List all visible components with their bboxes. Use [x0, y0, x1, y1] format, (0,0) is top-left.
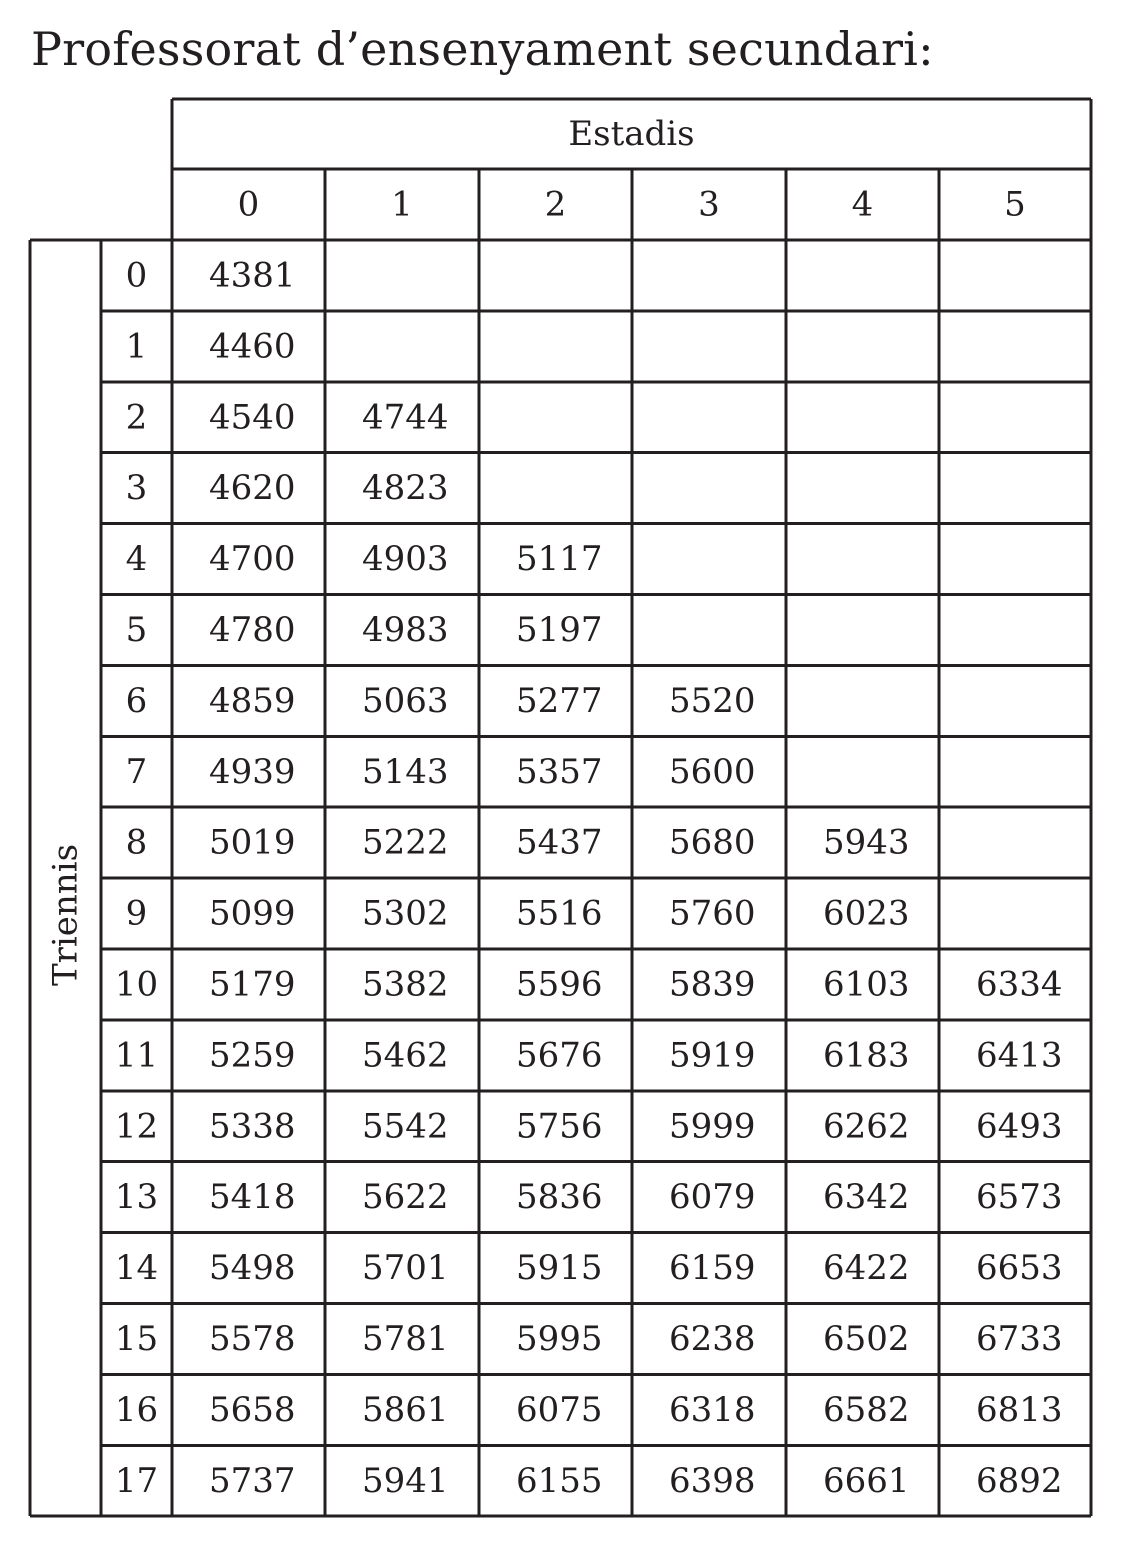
table-cell: 4540	[209, 397, 296, 438]
table-cell: 5915	[516, 1248, 603, 1289]
table-cell: 5701	[362, 1248, 449, 1289]
table-cell: 5437	[516, 822, 603, 863]
table-cell: 5099	[209, 893, 296, 934]
table-cell: 5520	[669, 680, 756, 721]
table-cell: 5919	[669, 1035, 756, 1076]
table-cell: 6155	[516, 1460, 603, 1501]
page-title: Professorat d’ensenyament secundari:	[31, 22, 934, 76]
column-header: 3	[698, 184, 720, 225]
row-header: 10	[114, 964, 159, 1005]
table-cell: 5542	[362, 1106, 449, 1147]
table-cell: 5756	[516, 1106, 603, 1147]
table-cell: 6813	[976, 1389, 1063, 1430]
table-cell: 5943	[823, 822, 910, 863]
row-header: 9	[125, 893, 148, 934]
table-cell: 5781	[362, 1318, 449, 1359]
table-cell: 5839	[669, 964, 756, 1005]
table-cell: 4460	[209, 326, 296, 367]
table-cell: 5600	[669, 751, 756, 792]
table-cell: 4780	[209, 609, 296, 650]
table-cell: 6342	[823, 1177, 910, 1218]
table-cell: 5516	[516, 893, 603, 934]
table-cell: 5338	[209, 1106, 296, 1147]
table-cell: 6661	[823, 1460, 910, 1501]
table-cell: 5737	[209, 1460, 296, 1501]
table-cell: 4939	[209, 751, 296, 792]
table-cell: 5382	[362, 964, 449, 1005]
row-header: 2	[125, 397, 148, 438]
table-cell: 5259	[209, 1035, 296, 1076]
row-header: 6	[125, 680, 148, 721]
table-cell: 6573	[976, 1177, 1063, 1218]
table-cell: 5622	[362, 1177, 449, 1218]
column-group-header: Estadis	[568, 114, 695, 154]
table-cell: 5941	[362, 1460, 449, 1501]
table-cell: 6075	[516, 1389, 603, 1430]
column-header: 5	[1004, 184, 1026, 225]
table-cell: 6159	[669, 1248, 756, 1289]
table-cell: 6334	[976, 964, 1063, 1005]
table-cell: 4983	[362, 609, 449, 650]
table-grid-lines	[30, 99, 1091, 1516]
column-header: 0	[237, 184, 260, 225]
table-cell: 5357	[516, 751, 603, 792]
table-cell: 5596	[516, 964, 603, 1005]
row-header: 8	[125, 822, 148, 863]
table-cell: 4744	[362, 397, 449, 438]
table-cell: 5861	[362, 1389, 449, 1430]
table-cell: 4381	[209, 255, 296, 296]
table-cell: 5999	[669, 1106, 756, 1147]
row-group-header: Triennis	[45, 843, 86, 987]
table-cell: 6079	[669, 1177, 756, 1218]
table-cell: 5418	[209, 1177, 296, 1218]
row-header: 14	[114, 1248, 159, 1289]
table-cell: 6733	[976, 1318, 1063, 1359]
table-cell: 4859	[209, 680, 296, 721]
table-cell: 5760	[669, 893, 756, 934]
table-cell: 5222	[362, 822, 449, 863]
row-header: 3	[125, 468, 148, 509]
table-cell: 5197	[516, 609, 603, 650]
table-cell: 6653	[976, 1248, 1063, 1289]
table-cell: 6238	[669, 1318, 756, 1359]
row-header: 4	[125, 539, 148, 580]
row-header: 1	[125, 326, 148, 367]
table-cell: 5117	[516, 539, 603, 580]
row-header: 7	[125, 751, 148, 792]
row-header: 5	[125, 609, 148, 650]
table-cell: 6318	[669, 1389, 756, 1430]
table-cell: 5063	[362, 680, 449, 721]
row-header: 15	[114, 1318, 159, 1359]
table-cell: 5995	[516, 1318, 603, 1359]
column-header: 2	[544, 184, 567, 225]
table-cell: 5179	[209, 964, 296, 1005]
table-cell: 5498	[209, 1248, 296, 1289]
table-cell: 6422	[823, 1248, 910, 1289]
row-header: 17	[114, 1460, 159, 1501]
row-header: 16	[114, 1389, 159, 1430]
table-cell: 5836	[516, 1177, 603, 1218]
table-cell: 5680	[669, 822, 756, 863]
table-cell: 6502	[823, 1318, 910, 1359]
table-cell: 5019	[209, 822, 296, 863]
row-header: 11	[114, 1035, 159, 1076]
table-cell: 5302	[362, 893, 449, 934]
row-header: 13	[114, 1177, 159, 1218]
table-cell: 6103	[823, 964, 910, 1005]
table-cell: 5462	[362, 1035, 449, 1076]
table-cell: 6413	[976, 1035, 1063, 1076]
table-cell: 6398	[669, 1460, 756, 1501]
table-cell: 5143	[362, 751, 449, 792]
table-cell: 4700	[209, 539, 296, 580]
table-cell: 4903	[362, 539, 449, 580]
table-cell: 4620	[209, 468, 296, 509]
table-cell: 5658	[209, 1389, 296, 1430]
table-cell: 5578	[209, 1318, 296, 1359]
row-header: 0	[125, 255, 148, 296]
table-cell: 5676	[516, 1035, 603, 1076]
row-header: 12	[114, 1106, 159, 1147]
table-cell: 6183	[823, 1035, 910, 1076]
table-cell: 6892	[976, 1460, 1063, 1501]
table-cell: 6493	[976, 1106, 1063, 1147]
table-cell: 5277	[516, 680, 603, 721]
column-header: 4	[851, 184, 874, 225]
table-cell: 6582	[823, 1389, 910, 1430]
table-cell: 6262	[823, 1106, 910, 1147]
table-cell: 4823	[362, 468, 449, 509]
table-cell: 6023	[823, 893, 910, 934]
column-header: 1	[391, 184, 413, 225]
